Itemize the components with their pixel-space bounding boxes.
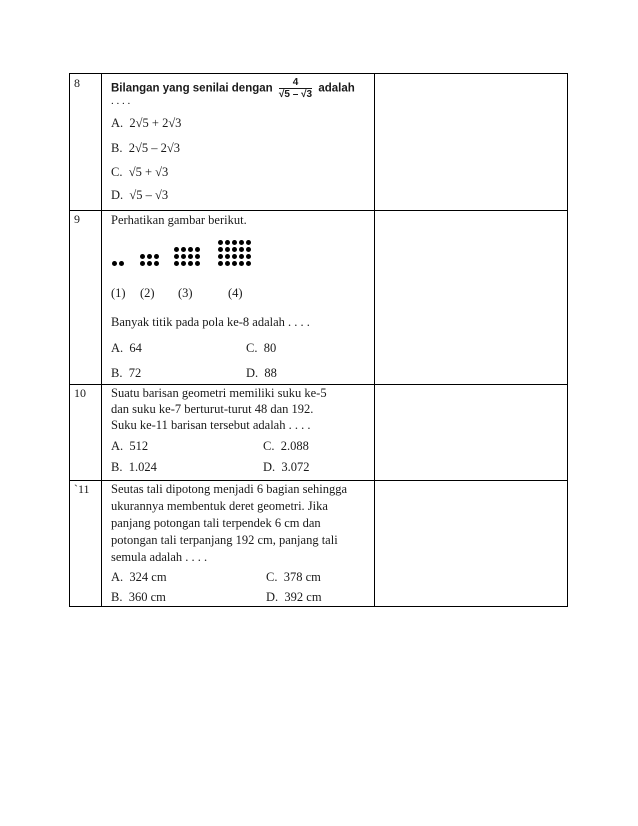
option-c[interactable] bbox=[263, 439, 309, 454]
stem-text: adalah bbox=[318, 82, 355, 95]
dot bbox=[225, 261, 230, 266]
question-line: potongan tali terpanjang 192 cm, panjang tali bbox=[111, 533, 338, 547]
dot bbox=[119, 261, 124, 266]
dot bbox=[246, 240, 251, 245]
answer-cell-8[interactable] bbox=[375, 74, 567, 210]
option-a[interactable] bbox=[111, 570, 167, 585]
option-label: A. bbox=[111, 116, 124, 130]
option-label: C. bbox=[263, 439, 275, 453]
pattern-label-4: (4) bbox=[228, 286, 243, 300]
dot bbox=[218, 254, 223, 259]
option-label: A. bbox=[111, 439, 124, 453]
option-text: 378 cm bbox=[283, 570, 321, 584]
answer-cell-9[interactable] bbox=[375, 211, 567, 384]
dot bbox=[246, 254, 251, 259]
option-d[interactable] bbox=[246, 366, 277, 381]
dot-pattern-3 bbox=[174, 247, 200, 266]
question-text: Banyak titik pada pola ke-8 adalah . . . . bbox=[111, 315, 310, 329]
question-number: 10 bbox=[74, 386, 86, 400]
question-line: dan suku ke-7 berturut-turut 48 dan 192. bbox=[111, 402, 314, 416]
dot bbox=[218, 247, 223, 252]
dot bbox=[225, 254, 230, 259]
dot-pattern-1 bbox=[112, 261, 124, 266]
option-text: 2√5 + 2√3 bbox=[129, 116, 182, 130]
option-label: B. bbox=[111, 590, 123, 604]
dot bbox=[195, 261, 200, 266]
dot bbox=[188, 261, 193, 266]
dot bbox=[232, 254, 237, 259]
dot bbox=[140, 261, 145, 266]
dot bbox=[232, 247, 237, 252]
option-a[interactable] bbox=[111, 341, 142, 356]
fraction bbox=[279, 77, 312, 100]
option-b[interactable] bbox=[111, 460, 157, 475]
fraction-denominator: √5 – √3 bbox=[278, 89, 313, 100]
option-text: 80 bbox=[263, 341, 277, 355]
dot bbox=[174, 247, 179, 252]
option-d[interactable] bbox=[266, 590, 322, 605]
option-b[interactable] bbox=[111, 141, 180, 156]
option-text: 3.072 bbox=[281, 460, 310, 474]
dot bbox=[239, 261, 244, 266]
question-line: panjang potongan tali terpendek 6 cm dan bbox=[111, 516, 321, 530]
dot bbox=[174, 261, 179, 266]
dot bbox=[239, 254, 244, 259]
option-text: 324 cm bbox=[129, 570, 167, 584]
question-line: semula adalah . . . . bbox=[111, 550, 208, 564]
answer-cell-11[interactable] bbox=[375, 481, 567, 606]
option-label: C. bbox=[266, 570, 278, 584]
dot bbox=[188, 254, 193, 259]
option-c[interactable] bbox=[266, 570, 321, 585]
option-d[interactable] bbox=[263, 460, 310, 475]
option-text: 72 bbox=[128, 366, 142, 380]
question-stem bbox=[111, 77, 355, 100]
dot bbox=[225, 240, 230, 245]
fraction-numerator: 4 bbox=[279, 77, 312, 89]
option-b[interactable] bbox=[111, 366, 141, 381]
column-divider-number bbox=[101, 74, 102, 606]
pattern-label-3: (3) bbox=[178, 286, 193, 300]
dot bbox=[218, 261, 223, 266]
option-text: 64 bbox=[129, 341, 142, 355]
option-text: √5 – √3 bbox=[129, 188, 169, 202]
option-label: D. bbox=[246, 366, 259, 380]
option-a[interactable] bbox=[111, 439, 148, 454]
option-text: 88 bbox=[264, 366, 277, 380]
option-label: D. bbox=[266, 590, 279, 604]
option-text: 512 bbox=[129, 439, 149, 453]
stem-text: Bilangan yang senilai dengan bbox=[111, 82, 273, 95]
option-label: A. bbox=[111, 341, 124, 355]
dot bbox=[225, 247, 230, 252]
option-text: √5 + √3 bbox=[128, 165, 169, 179]
dot bbox=[246, 247, 251, 252]
dot bbox=[195, 254, 200, 259]
dot bbox=[232, 240, 237, 245]
option-label: B. bbox=[111, 460, 123, 474]
question-table bbox=[69, 73, 568, 607]
dot-pattern-2 bbox=[140, 254, 159, 266]
dot bbox=[195, 247, 200, 252]
option-text: 1.024 bbox=[128, 460, 157, 474]
dot bbox=[239, 240, 244, 245]
question-number: 8 bbox=[74, 76, 80, 90]
answer-cell-10[interactable] bbox=[375, 385, 567, 480]
dot bbox=[218, 240, 223, 245]
dot bbox=[239, 247, 244, 252]
option-label: C. bbox=[246, 341, 258, 355]
option-label: D. bbox=[111, 188, 124, 202]
question-number: `11 bbox=[74, 482, 90, 496]
option-b[interactable] bbox=[111, 590, 166, 605]
ellipsis: . . . . bbox=[111, 95, 131, 107]
dot bbox=[188, 247, 193, 252]
pattern-label-2: (2) bbox=[140, 286, 155, 300]
pattern-label-1: (1) bbox=[111, 286, 126, 300]
question-line: Suku ke-11 barisan tersebut adalah . . . . bbox=[111, 418, 311, 432]
dot bbox=[112, 261, 117, 266]
dot-pattern-4 bbox=[218, 240, 251, 266]
option-text: 392 cm bbox=[284, 590, 322, 604]
option-a[interactable] bbox=[111, 116, 181, 131]
dot bbox=[181, 254, 186, 259]
dot bbox=[140, 254, 145, 259]
dot bbox=[174, 254, 179, 259]
dot bbox=[181, 247, 186, 252]
option-label: A. bbox=[111, 570, 124, 584]
option-label: C. bbox=[111, 165, 123, 179]
option-c[interactable] bbox=[246, 341, 276, 356]
option-text: 2√5 – 2√3 bbox=[128, 141, 180, 155]
option-c[interactable] bbox=[111, 165, 168, 180]
dot bbox=[181, 261, 186, 266]
option-label: B. bbox=[111, 141, 123, 155]
option-d[interactable] bbox=[111, 188, 168, 203]
dot bbox=[154, 254, 159, 259]
option-text: 2.088 bbox=[280, 439, 309, 453]
dot bbox=[147, 254, 152, 259]
question-line: ukurannya membentuk deret geometri. Jika bbox=[111, 499, 328, 513]
question-stem: Perhatikan gambar berikut. bbox=[111, 213, 247, 227]
option-label: D. bbox=[263, 460, 276, 474]
question-line: Suatu barisan geometri memiliki suku ke-5 bbox=[111, 386, 327, 400]
option-text: 360 cm bbox=[128, 590, 166, 604]
dot bbox=[147, 261, 152, 266]
dot bbox=[154, 261, 159, 266]
option-label: B. bbox=[111, 366, 123, 380]
question-number: 9 bbox=[74, 212, 80, 226]
question-line: Seutas tali dipotong menjadi 6 bagian sehingga bbox=[111, 482, 348, 496]
dot bbox=[232, 261, 237, 266]
dot bbox=[246, 261, 251, 266]
